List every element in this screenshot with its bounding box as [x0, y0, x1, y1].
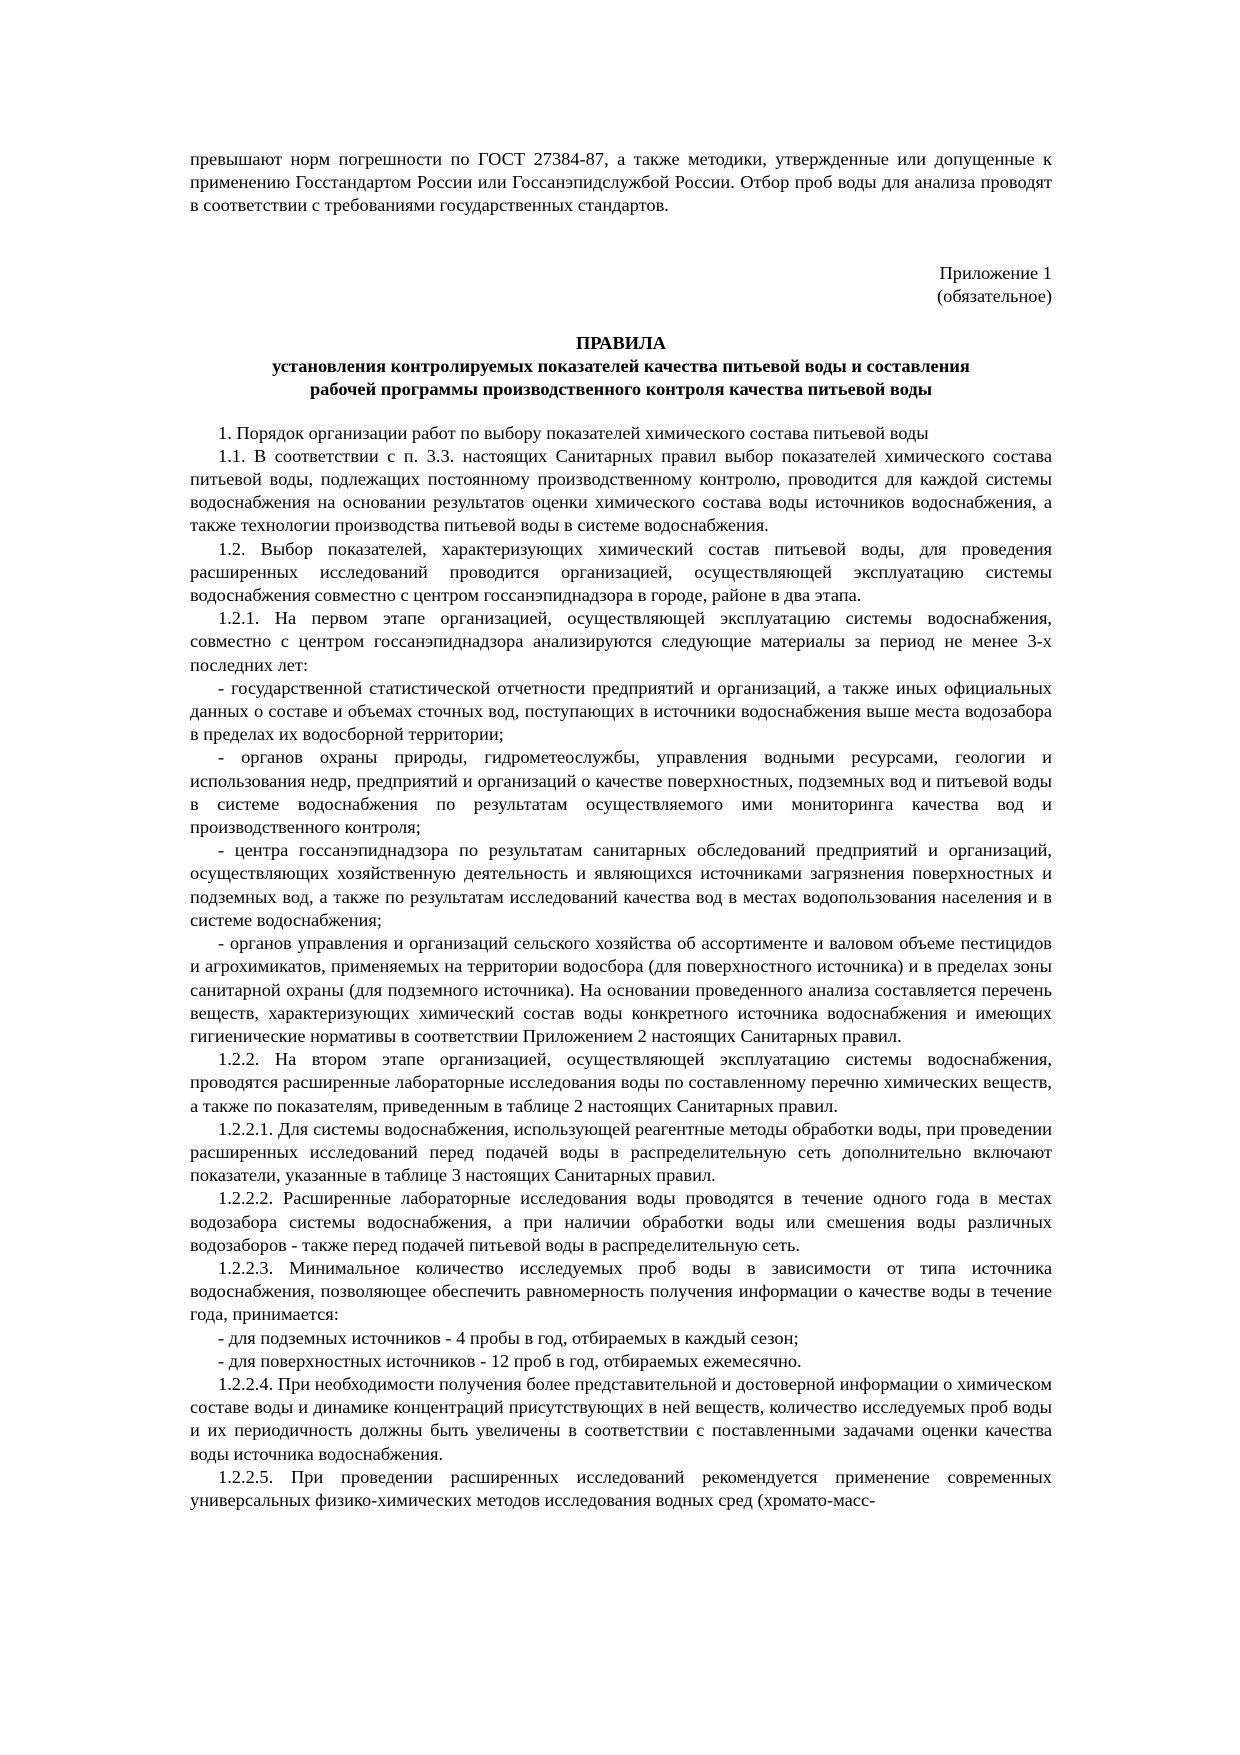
document-page [190, 148, 1052, 1512]
list-item-nature-agencies: - органов охраны природы, гидрометеослужбы, управления водными ресурсами, геологии и использования недр, предприятий и организаций о качестве поверхностных, подземных вод и питьевой воды в системе водоснабжения по результатам осуществляемого ими мониторинга качества вод и производственного контроля; [190, 747, 1052, 838]
list-item-sanepid-center: - центра госсанэпиднадзора по результатам санитарных обследований предприятий и организаций, осуществляющих хозяйственную деятельность и являющихся источниками загрязнения поверхностных и подземных вод, а также по результатам исследований качества вод в местах водопользования населения и в системе водоснабжения; [190, 840, 1052, 930]
paragraph-1-2-2: 1.2.2. На втором этапе организацией, осуществляющей эксплуатацию системы водоснабжения, проводятся расширенные лабораторные исследования воды по составленному перечню химических веществ, а также по показателям, приведенным в таблице 2 настоящих Санитарных правил. [190, 1049, 1052, 1116]
document-title [190, 332, 1052, 402]
paragraph-section-1: 1. Порядок организации работ по выбору показателей химического состава питьевой воды [218, 422, 929, 443]
appendix-line-1: Приложение 1 [939, 262, 1052, 283]
paragraph-1-2-2-3: 1.2.2.3. Минимальное количество исследуемых проб воды в зависимости от типа источника водоснабжения, позволяющее обеспечить равномерность получения информации о качестве воды в течение года, принимается: [190, 1257, 1052, 1325]
title-line-1: установления контролируемых показателей качества питьевой воды и составления [272, 356, 970, 377]
list-item-surface: - для поверхностных источников - 12 проб в год, отбираемых ежемесячно. [218, 1350, 802, 1371]
paragraph-1-2-2-1: 1.2.2.1. Для системы водоснабжения, использующей реагентные методы обработки воды, при проведении расширенных исследований перед подачей воды в распределительную сеть дополнительно включают показатели, указанные в таблице 3 настоящих Санитарных правил. [190, 1118, 1052, 1186]
title-line-2: рабочей программы производственного контроля качества питьевой воды [309, 379, 933, 400]
paragraph-1-2-1: 1.2.1. На первом этапе организацией, осуществляющей эксплуатацию системы водоснабжения, совместно с центром госсанэпиднадзора анализируются следующие материалы за период не менее 3-х последних лет: [190, 608, 1052, 675]
paragraph-1-2-2-5: 1.2.2.5. При проведении расширенных исследований рекомендуется применение современных универсальных физико-химических методов исследования водных сред (хромато-масс- [190, 1466, 1052, 1510]
list-item-statistics: - государственной статистической отчетности предприятий и организаций, а также иных официальных данных о составе и объемах сточных вод, поступающих в источники водоснабжения выше места водозабора в пределах их водосборной территории; [190, 677, 1052, 745]
paragraph-1-2-2-2: 1.2.2.2. Расширенные лабораторные исследования воды проводятся в течение одного года в местах водозабора системы водоснабжения, а при наличии обработки воды или смешения воды различных водозаборов - также перед подачей питьевой воды в распределительную сеть. [190, 1188, 1052, 1255]
intro-paragraph: превышают норм погрешности по ГОСТ 27384-87, а также методики, утвержденные или допущенные к применению Госстандартом России или Госсанэпидслужбой России. Отбор проб воды для анализа проводят в соответствии с требованиями государственных стандартов. [190, 149, 1052, 216]
title-heading: ПРАВИЛА [575, 333, 667, 354]
paragraph-1-2-2-4: 1.2.2.4. При необходимости получения более представительной и достоверной информации о химическом составе воды и динамике концентраций присутствующих в ней веществ, количество исследуемых проб воды и их периодичность должны быть увеличены в соответствии с поставленными задачами оценки качества воды источника водоснабжения. [190, 1373, 1052, 1464]
paragraph-1-1: 1.1. В соответствии с п. 3.3. настоящих Санитарных правил выбор показателей химического состава питьевой воды, подлежащих постоянному производственному контролю, проводится для каждой системы водоснабжения на основании результатов оценки химического состава воды источников водоснабжения, а также технологии производства питьевой воды в системе водоснабжения. [190, 445, 1052, 536]
list-item-underground: - для подземных источников - 4 пробы в год, отбираемых в каждый сезон; [218, 1327, 799, 1348]
paragraph-1-2: 1.2. Выбор показателей, характеризующих химический состав питьевой воды, для проведения расширенных исследований проводится организацией, осуществляющей эксплуатацию системы водоснабжения совместно с центром госсанэпиднадзора в городе, районе в два этапа. [190, 538, 1052, 606]
appendix-line-2: (обязательное) [937, 285, 1052, 306]
list-item-agriculture: - органов управления и организаций сельского хозяйства об ассортименте и валовом объеме пестицидов и агрохимикатов, применяемых на территории водосбора (для поверхностного источника) и в пределах зоны санитарной охраны (для подземного источника). На основании проведенного анализа составляется перечень веществ, характеризующих химический состав воды конкретного источника водоснабжения и имеющих гигиенические нормативы в соответствии Приложением 2 настоящих Санитарных правил. [190, 933, 1052, 1046]
appendix-label [190, 262, 1052, 308]
